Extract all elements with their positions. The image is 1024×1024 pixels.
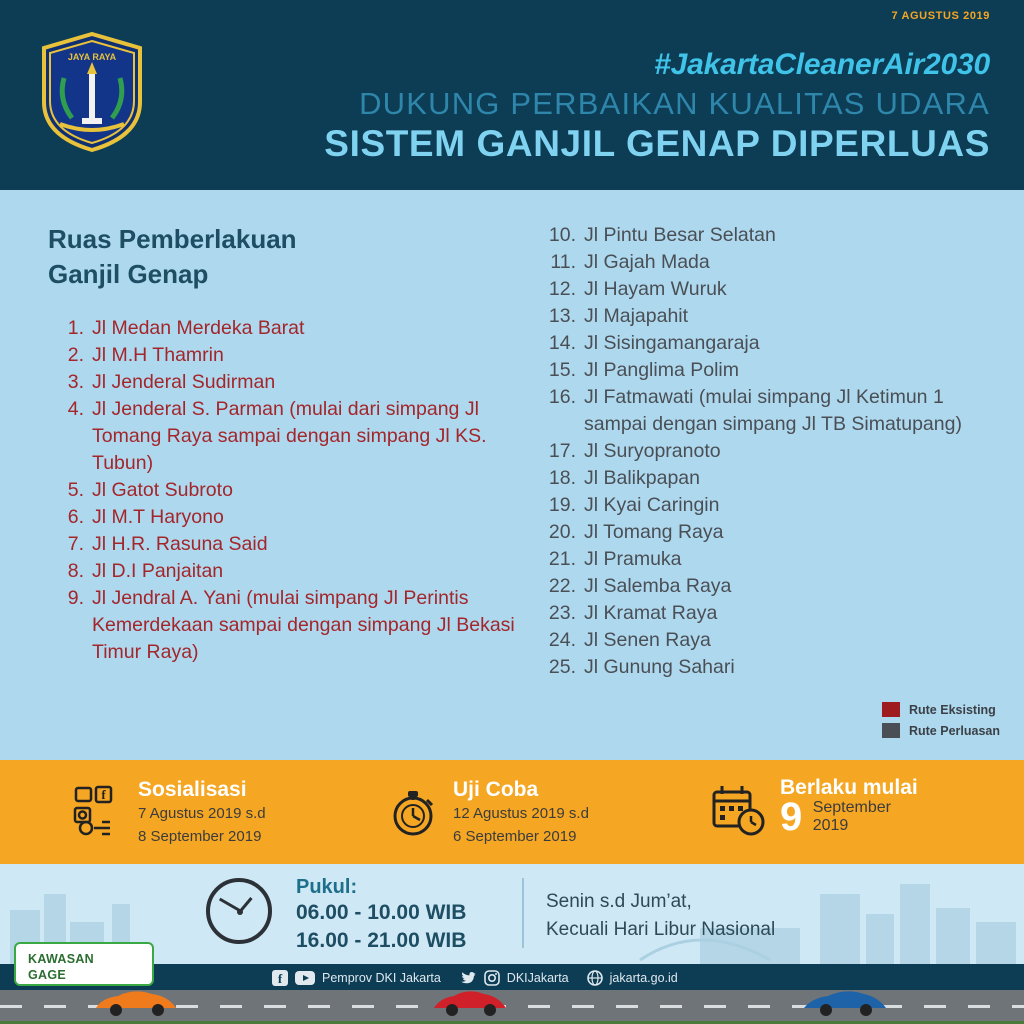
phase-date-line-2: 8 September 2019	[138, 828, 262, 846]
badge-line-1: KAWASAN	[28, 952, 94, 966]
phase-socialization	[72, 778, 266, 848]
list-item	[48, 585, 518, 666]
legend-swatch	[882, 702, 900, 717]
list-item	[540, 519, 980, 546]
hours-morning: 06.00 - 10.00 WIB	[296, 901, 467, 924]
car-red	[430, 984, 510, 1018]
list-item-number: 5.	[67, 479, 84, 501]
list-item	[48, 342, 518, 369]
list-item	[48, 369, 518, 396]
legend	[882, 702, 1000, 744]
kawasan-gage-badge	[14, 942, 154, 986]
list-item-number: 14.	[548, 332, 576, 354]
list-item-label: Jl Tomang Raya	[584, 521, 724, 543]
list-item-number: 25.	[548, 656, 576, 678]
list-item-number: 1.	[67, 317, 84, 339]
list-item	[48, 477, 518, 504]
instagram-icon	[484, 970, 500, 986]
twitter-icon	[459, 970, 477, 986]
phase-title: Berlaku mulai	[780, 776, 918, 799]
social-label: DKIJakarta	[506, 971, 569, 985]
phase-title: Sosialisasi	[138, 778, 247, 801]
list-item-label: Jl Salemba Raya	[584, 575, 732, 597]
list-item-label: Jl H.R. Rasuna Said	[92, 533, 268, 555]
list-item-number: 8.	[67, 560, 84, 582]
car-orange	[92, 984, 182, 1018]
list-item-label: Jl Pramuka	[584, 548, 682, 570]
legend-item	[882, 723, 1000, 738]
list-title-line-1: Ruas Pemberlakuan	[48, 224, 297, 254]
social-twitter[interactable]	[459, 970, 569, 986]
car-blue	[800, 984, 890, 1018]
list-item	[540, 627, 980, 654]
list-item	[48, 558, 518, 585]
list-item	[540, 438, 980, 465]
social-facebook[interactable]	[272, 970, 441, 986]
list-item-label: Jl Gunung Sahari	[584, 656, 735, 678]
svg-text:f: f	[101, 787, 106, 802]
list-item-number: 16.	[548, 386, 576, 408]
days-line-2: Kecuali Hari Libur Nasional	[546, 918, 776, 940]
poster-header	[0, 0, 1024, 190]
list-item	[540, 330, 980, 357]
calendar-clock-icon	[710, 782, 768, 845]
phase-date-line-1: 12 Agustus 2019 s.d	[453, 805, 589, 823]
road-list-existing	[48, 315, 518, 666]
road-list-section	[0, 190, 1024, 760]
list-item	[48, 504, 518, 531]
list-item-number: 22.	[548, 575, 576, 597]
list-item-label: Jl M.H Thamrin	[92, 344, 224, 366]
social-label: jakarta.go.id	[609, 971, 678, 985]
social-label: Pemprov DKI Jakarta	[322, 971, 441, 985]
list-title-line-2: Ganjil Genap	[48, 259, 209, 290]
list-item	[540, 654, 980, 681]
list-item	[540, 303, 980, 330]
list-item-label: Jl Kramat Raya	[584, 602, 718, 624]
vertical-divider	[522, 878, 524, 948]
legend-item	[882, 702, 1000, 717]
list-item-label: Jl Hayam Wuruk	[584, 278, 727, 300]
header-headlines	[324, 50, 990, 163]
list-item	[540, 276, 980, 303]
list-item-label: Jl Medan Merdeka Barat	[92, 317, 305, 339]
header-subtitle: DUKUNG PERBAIKAN KUALITAS UDARA	[359, 86, 990, 121]
effective-month: September	[812, 799, 891, 817]
list-item-number: 19.	[548, 494, 576, 516]
list-item-number: 23.	[548, 602, 576, 624]
list-item	[540, 465, 980, 492]
facebook-icon	[272, 970, 288, 986]
phase-effective-date	[710, 776, 918, 845]
svg-text:JAYA RAYA: JAYA RAYA	[67, 52, 117, 62]
list-item-number: 12.	[548, 278, 576, 300]
globe-icon	[587, 970, 603, 986]
list-item-label: Jl Majapahit	[584, 305, 689, 327]
legend-swatch	[882, 723, 900, 738]
phase-date-line-1: 7 Agustus 2019 s.d	[138, 805, 266, 823]
list-item-number: 7.	[67, 533, 84, 555]
socialization-icon	[72, 784, 126, 843]
list-item-label: Jl Jenderal Sudirman	[92, 371, 276, 393]
jaya-raya-dki-jakarta-emblem	[40, 32, 144, 152]
list-item-number: 10.	[548, 224, 576, 246]
list-item-label: Jl Jendral A. Yani (mulai simpang Jl Perintis Kemerdekaan sampai dengan simpang Jl Bekasi Timur Raya)	[92, 587, 515, 663]
legend-label: Rute Perluasan	[908, 723, 1000, 738]
list-title	[48, 222, 297, 292]
list-item-label: Jl Gatot Subroto	[92, 479, 233, 501]
list-item-label: Jl Jenderal S. Parman (mulai dari simpang Jl Tomang Raya sampai dengan simpang Jl KS. Tubun)	[92, 398, 487, 474]
clock-icon	[206, 878, 272, 944]
list-item-label: Jl Sisingamangaraja	[584, 332, 760, 354]
list-item-number: 24.	[548, 629, 576, 651]
legend-label: Rute Eksisting	[908, 702, 996, 717]
phase-title: Uji Coba	[453, 778, 539, 801]
list-item-number: 21.	[548, 548, 576, 570]
list-item-number: 2.	[67, 344, 84, 366]
list-item-number: 13.	[548, 305, 576, 327]
timeline-band	[0, 760, 1024, 864]
campaign-hashtag: #JakartaCleanerAir2030	[654, 48, 990, 81]
list-item	[540, 249, 980, 276]
hours-block	[296, 876, 466, 956]
list-item	[540, 546, 980, 573]
list-item-label: Jl Fatmawati (mulai simpang Jl Ketimun 1 sampai dengan simpang Jl TB Simatupang)	[584, 386, 962, 435]
effective-day: 9	[780, 795, 803, 840]
list-item-number: 3.	[67, 371, 84, 393]
list-item-number: 20.	[548, 521, 576, 543]
page-title: SISTEM GANJIL GENAP DIPERLUAS	[324, 122, 990, 164]
road-list-expansion	[540, 222, 980, 681]
publish-date: 7 AGUSTUS 2019	[891, 10, 990, 22]
list-item	[48, 315, 518, 342]
list-item	[48, 531, 518, 558]
social-handles	[272, 970, 696, 986]
list-item-number: 18.	[548, 467, 576, 489]
effective-year: 2019	[812, 817, 849, 835]
hours-evening: 16.00 - 21.00 WIB	[296, 929, 467, 953]
social-website[interactable]	[587, 970, 678, 986]
list-item-number: 11.	[550, 251, 576, 273]
phase-date-line-2: 6 September 2019	[453, 828, 577, 846]
list-item-label: Jl Panglima Polim	[584, 359, 739, 381]
badge-line-2: GAGE	[28, 968, 67, 983]
list-item-label: Jl Senen Raya	[584, 629, 711, 651]
list-item-label: Jl Balikpapan	[584, 467, 700, 489]
youtube-icon	[295, 971, 315, 985]
list-item	[540, 573, 980, 600]
days-line-1: Senin s.d Jum’at,	[546, 891, 692, 912]
list-item	[540, 222, 980, 249]
list-item-label: Jl D.I Panjaitan	[92, 560, 224, 582]
stopwatch-icon	[385, 784, 441, 845]
list-item-number: 6.	[67, 506, 84, 528]
list-item	[540, 600, 980, 627]
hours-label: Pukul:	[296, 876, 358, 898]
list-item-label: Jl Suryopranoto	[584, 440, 721, 462]
list-item	[540, 357, 980, 384]
list-item	[540, 492, 980, 519]
list-item-label: Jl Gajah Mada	[584, 251, 710, 273]
list-item-number: 17.	[548, 440, 576, 462]
list-item	[48, 396, 518, 477]
days-block	[546, 888, 775, 943]
list-item-number: 15.	[548, 359, 576, 381]
phase-trial	[385, 778, 589, 848]
list-item	[540, 384, 980, 438]
list-item-number: 9.	[67, 587, 84, 609]
list-item-label: Jl M.T Haryono	[92, 506, 224, 528]
list-item-label: Jl Pintu Besar Selatan	[584, 224, 776, 246]
list-item-number: 4.	[67, 398, 84, 420]
svg-text:f: f	[277, 971, 283, 986]
list-item-label: Jl Kyai Caringin	[584, 494, 720, 516]
